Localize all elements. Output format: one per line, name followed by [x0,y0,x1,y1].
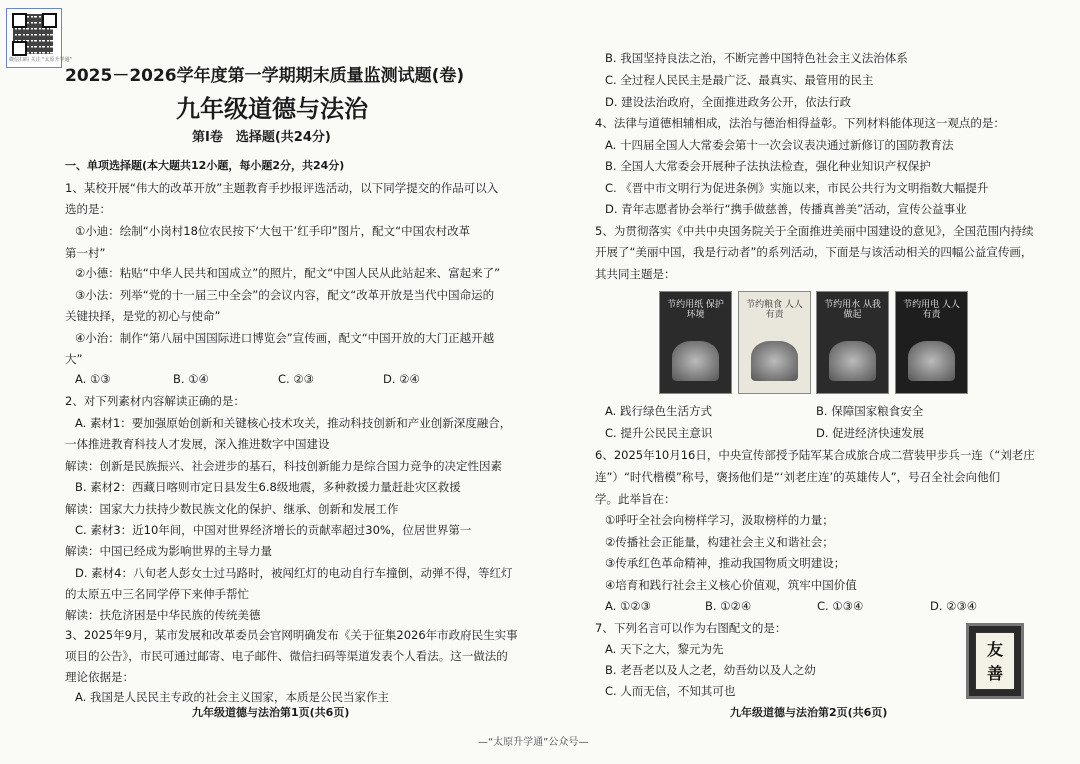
option-text: B. 我国坚持良法之治，不断完善中国特色社会主义法治体系 [605,51,908,65]
option-text: 大” [65,352,83,366]
option-text: C. 人而无信，不知其可也 [605,684,736,698]
choice-c: C. 提升公民民主意识 [605,426,713,440]
option-text: ②传播社会正能量，构建社会主义和谐社会； [605,535,834,549]
poster-graphic [829,341,876,381]
option-text: B. 老吾老以及人之老，幼吾幼以及人之幼 [605,663,816,677]
interpretation-text: 解读：扶危济困是中华民族的传统美德 [65,608,261,622]
interpretation-text: 解读：中国已经成为影响世界的主导力量 [65,544,272,558]
question-text: 2、对下列素材内容解读正确的是： [65,394,245,408]
choice-d: D. ②③④ [930,599,978,613]
choice-a: A. ①③ [75,372,111,386]
option-text: ④培育和践行社会主义核心价值观，筑牢中国价值 [605,578,857,592]
poster-caption: 节约用水 从我做起 [824,300,881,320]
option-text: ①小迪：绘制“小岗村18位农民按下‘大包干’红手印”图片，配文“中国农村改革 [75,224,471,238]
question-text: 1、某校开展“伟大的改革开放”主题教育手抄报评选活动，以下同学提交的作品可以入 [65,181,499,195]
option-text: A. 素材1：要加强原始创新和关键核心技术攻关，推动科技创新和产业创新深度融合， [75,416,512,430]
interpretation-text: 解读：国家大力扶持少数民族文化的保护、继承、创新和发展工作 [65,502,399,516]
choice-b: B. ①④ [173,372,209,386]
question-text: 3、2025年9月，某市发展和改革委员会官网明确发布《关于征集2026年市政府民生实事 [65,628,518,642]
question-text: 理论依据是： [65,670,134,684]
poster-image [738,291,811,394]
calligraphy-char: 友 [986,640,1003,659]
option-text: A. 天下之大，黎元为先 [605,642,724,656]
option-text: B. 全国人大常委会开展种子法执法检查，强化种业知识产权保护 [605,159,931,173]
option-text: ②小德：粘贴“中华人民共和国成立”的照片，配文“中国人民从此站起来、富起来了” [75,266,501,280]
choice-a: A. 践行绿色生活方式 [605,404,712,418]
option-text: B. 素材2：西藏日喀则市定日县发生6.8级地震，多种救援力量赶赴灾区救援 [75,480,461,494]
option-text: 关键抉择，是党的初心与使命” [65,309,221,323]
option-text: ③小法：列举“党的十一届三中全会”的会议内容，配文“改革开放是当代中国命运的 [75,288,495,302]
page-footer: 九年级道德与法治第2页(共6页) [730,706,888,719]
option-text: D. 青年志愿者协会举行“携手做慈善，传播真善美”活动，宣传公益事业 [605,202,967,216]
choice-d: D. 促进经济快速发展 [816,426,925,440]
question-text: 7、下列名言可以作为右图配文的是： [595,621,787,635]
option-text: ③传承红色革命精神，推动我国物质文明建设； [605,556,846,570]
option-text: D. 素材4：八旬老人彭女士过马路时，被闯红灯的电动自行车撞倒，动弹不得，等红灯 [75,566,513,580]
question-text: 5、为贯彻落实《中共中央国务院关于全面推进美丽中国建设的意见》，全国范围内持续 [595,224,1034,238]
calligraphy-paper [975,632,1015,690]
poster-caption: 节约用电 人人有责 [903,300,960,320]
poster-image [659,291,732,394]
option-text: C. 素材3：近10年间，中国对世界经济增长的贡献率超过30%，位居世界第一 [75,523,472,537]
option-text: D. 建设法治政府，全面推进政务公开，依法行政 [605,95,852,109]
question-text: 开展了“美丽中国，我是行动者”的系列活动，下面是与该活动相关的四幅公益宣传画， [595,245,1033,259]
qr-caption: 微信扫码 关注 "太原升学通" [9,57,72,63]
choice-a: A. ①②③ [605,599,651,613]
option-text: 的太原五中三名同学停下来伸手帮忙 [65,587,249,601]
question-text: 其共同主题是： [595,267,676,281]
option-text: 一体推进教育科技人才发展，深入推进数字中国建设 [65,437,330,451]
poster-image [895,291,968,394]
question-text: 选的是： [65,202,111,216]
question-text: 连”）“时代楷模”称号，褒扬他们是“‘刘老庄连’的英雄传人”，号召全社会向他们 [595,470,1001,484]
exam-title: 2025－2026学年度第一学期期末质量监测试题(卷) [65,66,465,86]
option-text: C. 《晋中市文明行为促进条例》实施以来，市民公共行为文明指数大幅提升 [605,181,989,195]
subject-title: 九年级道德与法治 [176,95,368,123]
calligraphy-char: 善 [986,664,1003,683]
question-text: 学。此举旨在： [595,492,676,506]
interpretation-text: 解读：创新是民族振兴、社会进步的基石，科技创新能力是综合国力竞争的决定性因素 [65,459,502,473]
choice-b: B. 保障国家粮食安全 [816,404,924,418]
option-text: C. 全过程人民民主是最广泛、最真实、最管用的民主 [605,73,874,87]
bottom-caption: —“太原升学通”公众号— [478,737,589,748]
page-footer: 九年级道德与法治第1页(共6页) [192,706,350,719]
poster-graphic [908,341,955,381]
option-text: A. 十四届全国人大常委会第十一次会议表决通过新修订的国防教育法 [605,138,954,152]
poster-caption: 节约用纸 保护环境 [667,300,724,320]
question-text: 6、2025年10月16日，中央宣传部授予陆军某合成旅合成二营装甲步兵一连（“刘老庄 [595,448,1035,462]
choice-b: B. ①②④ [705,599,752,613]
part-heading: 一、单项选择题(本大题共12小题，每小题2分，共24分) [65,159,345,172]
question-text: 项目的公告》，市民可通过邮寄、电子邮件、微信扫码等渠道发表个人看法。这一做法的 [65,649,508,663]
poster-image [816,291,889,394]
choice-d: D. ②④ [383,372,420,386]
calligraphy-image [966,623,1024,699]
poster-graphic [751,341,798,381]
option-text: A. 我国是人民民主专政的社会主义国家，本质是公民当家作主 [75,690,389,704]
option-text: ④小治：制作“第八届中国国际进口博览会”宣传画，配文“中国开放的大门正越开越 [75,331,495,345]
question-text: 4、法律与道德相辅相成，法治与德治相得益彰。下列材料能体现这一观点的是： [595,116,1005,130]
choice-c: C. ①③④ [817,599,864,613]
poster-caption: 节约粮食 人人有责 [746,300,803,320]
section-title: 第Ⅰ卷 选择题(共24分) [192,130,331,145]
option-text: 第一村” [65,246,106,260]
poster-graphic [672,341,719,381]
option-text: ①呼吁全社会向榜样学习，汲取榜样的力量； [605,513,834,527]
choice-c: C. ②③ [278,372,314,386]
